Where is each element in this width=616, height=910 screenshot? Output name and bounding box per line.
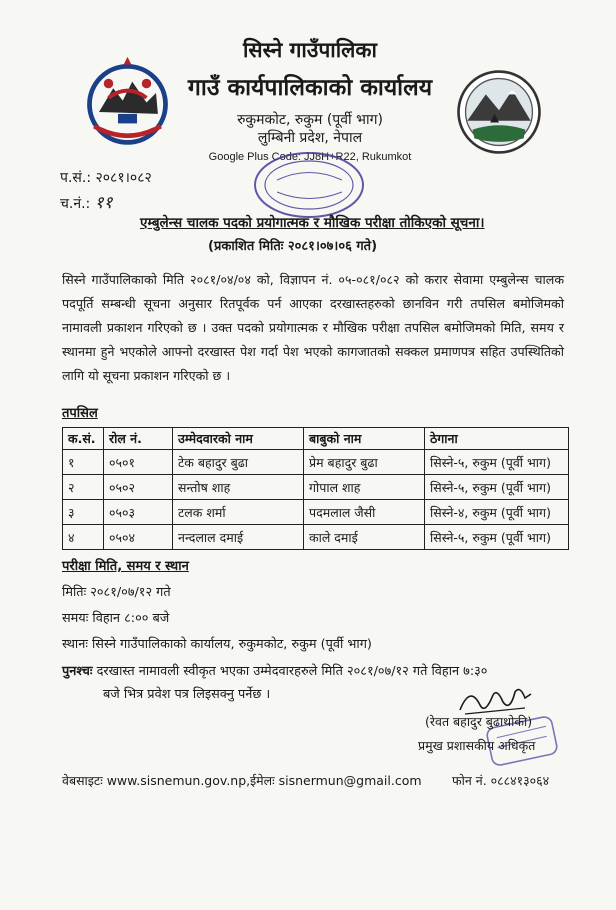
table-cell: ०५०४: [104, 525, 173, 550]
table-cell: ०५०१: [104, 450, 173, 475]
table-row: [63, 500, 569, 525]
table-cell: सिस्ने-५, रुकुम (पूर्वी भाग): [425, 525, 569, 550]
patra-sankhya: [60, 168, 152, 187]
office-name: गाउँ कार्यपालिकाको कार्यालय: [187, 75, 433, 101]
table-cell: ०५०३: [104, 500, 173, 525]
table-cell: २: [63, 475, 104, 500]
footer-website: वेबसाइटः www.sisnemun.gov.np,: [62, 773, 251, 788]
column-header-father: बाबुको नाम: [304, 428, 425, 450]
table-cell: गोपाल शाह: [304, 475, 425, 500]
column-header-roll: रोल नं.: [104, 428, 173, 450]
table-cell: सन्तोष शाह: [173, 475, 304, 500]
table-title: तपसिल: [62, 406, 98, 421]
office-province: लुम्बिनी प्रदेश, नेपाल: [257, 130, 363, 146]
column-header-serial: क.सं.: [63, 428, 104, 450]
table-row: [63, 525, 569, 550]
exam-note-line2: बजे भित्र प्रवेश पत्र लिइसक्नु पर्नेछ ।: [103, 687, 271, 702]
table-cell: काले दमाई: [304, 525, 425, 550]
column-header-candidate: उम्मेदवारको नाम: [173, 428, 304, 450]
table-cell: टलक शर्मा: [173, 500, 304, 525]
table-cell: पदमलाल जैसी: [304, 500, 425, 525]
table-cell: सिस्ने-५, रुकुम (पूर्वी भाग): [425, 450, 569, 475]
table-cell: सिस्ने-४, रुकुम (पूर्वी भाग): [425, 500, 569, 525]
candidate-table: [62, 427, 569, 550]
exam-place-value: सिस्ने गाउँपालिकाको कार्यालय, रुकुमकोट, रुकुम (पूर्वी भाग): [91, 637, 372, 652]
patra-sankhya-label: प.सं.:: [60, 170, 92, 186]
notice-subject: एम्बुलेन्स चालक पदको प्रयोगात्मक र मौखिक परीक्षा तोकिएको सूचना।: [140, 215, 485, 231]
exam-time-value: विहान ८:०० बजे: [92, 611, 170, 626]
exam-note-line1: दरखास्त नामावली स्वीकृत भएका उम्मेदवारहरुले मिति २०८१/०७/१२ गते विहान ७:३०: [96, 664, 488, 679]
footer-email: ईमेलः sisnermun@gmail.com: [250, 773, 422, 788]
column-header-address: ठेगाना: [425, 428, 569, 450]
table-header-row: [63, 428, 569, 450]
office-stamp: [252, 150, 367, 220]
exam-time: [62, 608, 169, 626]
exam-time-label: समयः: [62, 611, 89, 626]
patra-sankhya-value: २०८१।०८२: [95, 170, 152, 186]
exam-date: [62, 582, 171, 600]
table-cell: प्रेम बहादुर बुढा: [304, 450, 425, 475]
chalani-number-label: च.नं.:: [60, 196, 91, 212]
table-cell: १: [63, 450, 104, 475]
table-cell: ०५०२: [104, 475, 173, 500]
office-address: रुकुमकोट, रुकुम (पूर्वी भाग): [237, 112, 383, 128]
footer-phone: फोन नं. ०८८४१३०६४: [452, 773, 550, 788]
exam-date-value: २०८१/०७/१२ गते: [90, 585, 171, 600]
exam-date-label: मितिः: [62, 585, 87, 600]
table-row: [63, 450, 569, 475]
municipality-name: सिस्ने गाउँपालिका: [242, 38, 377, 62]
exam-note: [62, 661, 487, 679]
signatory-name: (रेवत बहादुर बुढाथोकी): [425, 714, 533, 729]
table-cell: नन्दलाल दमाई: [173, 525, 304, 550]
table-cell: सिस्ने-५, रुकुम (पूर्वी भाग): [425, 475, 569, 500]
google-plus-code: Google Plus Code: JJ8H+R22, Rukumkot: [208, 151, 412, 163]
published-date: (प्रकाशित मितिः २०८१।०७।०६ गते): [208, 239, 378, 254]
exam-section-title: परीक्षा मिति, समय र स्थान: [62, 559, 189, 574]
chalani-number-value: ११: [94, 193, 113, 213]
exam-place: [62, 634, 372, 652]
table-cell: ३: [63, 500, 104, 525]
signatory-post: प्रमुख प्रशासकीय अधिकृत: [418, 738, 536, 753]
table-row: [63, 475, 569, 500]
table-cell: ४: [63, 525, 104, 550]
exam-place-label: स्थानः: [62, 637, 88, 652]
exam-note-label: पुनश्चः: [62, 664, 93, 679]
table-cell: टेक बहादुर बुढा: [173, 450, 304, 475]
notice-body: सिस्ने गाउँपालिकाको मिति २०८१/०४/०४ को, विज्ञापन नं. ०५-०८१/०८२ को करार सेवामा एम्बुलेन्स चालक पदपूर्ति सम्बन्धी सूचना अनुसार रितपूर्वक पर्न आएका दरखास्तहरुको छानविन गरी तपसिल बमोजिमको नामावली प्रकाशन गरिएको छ । उक्त पदको प्रयोगात्मक र मौखिक परीक्षा तपसिल बमोजिमको मिति, समय र स्थानमा हुने भएकोले आफ्नो दरखास्त पेश गर्दा पेश भएको कागजातको सक्कल प्रमाणपत्र सहित उपस्थितिको लागि यो सूचना प्रकाशन गरिएको छ ।: [62, 272, 564, 383]
chalani-number: [60, 190, 112, 213]
